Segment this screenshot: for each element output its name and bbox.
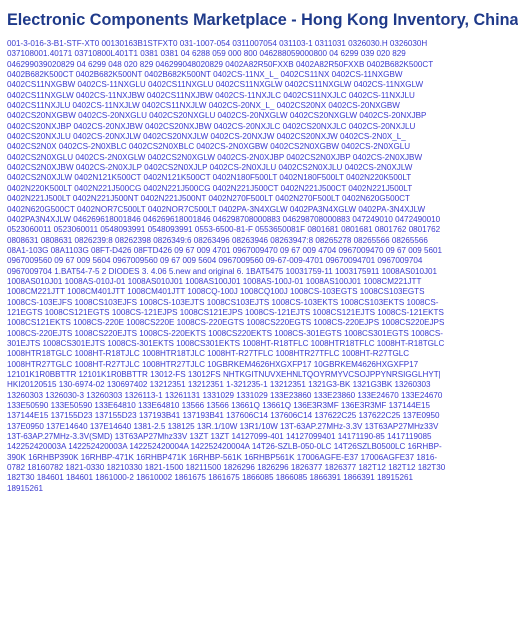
page-title: Electronic Components Marketplace - Hong Kong Inventory, China (7, 11, 518, 29)
part-number-list: 001-3-016-3-B1-STF-XT0 00130163B1STFXT0 031-1007-054 0311007054 031103-1 0311031 0326030.H 0326030H 037108001.40171 03710800L401T1 0381 0381 04 6288 059 000 800 046288059000800 04 6299 039 020 829 046299039020829 04 6299 048 020 829 046299048020829 0402A82R50FXXB 0402A82R50FXXB 0402B682K500CT 0402B682K500CT 0402B682K500NT 0402B682K500NT 0402CS-11NX_L_ 0402CS11NX 0402CS-11NXGBW 0402CS11NXGBW 0402CS-11NXGLU 0402CS11NXGLU 0402CS11NXGLW 0402CS11NXGLW 0402CS-11NXGLW 0402CS11NXGLW 0402CS-11NXJBW 0402CS11NXJBW 0402CS-11NXJLC 0402CS11NXJLC 0402CS-11NXJLU 0402CS11NXJLU 0402CS-11NXJLW 0402CS11NXJLW 0402CS-20NX_L_ 0402CS20NX 0402CS-20NXGBW 0402CS20NXGBW 0402CS-20NXGLU 0402CS20NXGLU 0402CS-20NXGLW 0402CS20NXGLW 0402CS-20NXJBP 0402CS20NXJBP 0402CS-20NXJBW 0402CS20NXJBW 0402CS-20NXJLC 0402CS20NXJLC 0402CS-20NXJLU 0402CS20NXJLU 0402CS-20NXJLW 0402CS20NXJLW 0402CS-20NXJW 0402CS20NXJW 0402CS-2N0X_L_ 0402CS2N0X 0402CS-2N0XBLC 0402CS2N0XBLC 0402CS-2N0XGBW 0402CS2N0XGBW 0402CS-2N0XGLU 0402CS2N0XGLU 0402CS-2N0XGLW 0402CS2N0XGLW 0402CS-2N0XJBP 0402CS2N0XJBP 0402CS-2N0XJBW 0402CS2N0XJBW 0402CS-2N0XJLP 0402CS2N0XJLP 0402CS-2N0XJLU 0402CS2N0XJLU 0402CS-2N0XJLW 0402CS2N0XJLW 0402N121K500CT 0402N121K500CT 0402N180F500LT 0402N180F500LT 0402N220K500LT 0402N220K500LT 0402N221J500CG 0402N221J500CG 0402N221J500CT 0402N221J500CT 0402N221J500LT 0402N221J500LT 0402N221J500NT 0402N221J500NT 0402N270F500LT 0402N270F500LT 0402N620G500CT 0402N620G500CT 0402NOR7C500LT 0402NOR7C500LT 0402PA-3N4XGLW 0402PA3N4XGLW 0402PA-3N4XJLW 0402PA3N4XJLW 046269618001846 046269618001846 046298708000883 046298708000883 047249010 0472490010 0523060011 0523060011 0548093991 0548093991 0553-6500-81-F 0553650081F 0801681 0801681 0801762 0801762 0808631 0808631 0826239:8 08262398 0826349:6 08263496 08263946 08263947:8 08265278 08265566 08265566 08A1-103G 08A1103G 08FT-D426 08FTD426 09 67 009 4701 0967009470 09 67 009 4704 0967009470 09 67 009 5601 0967009560 09 67 009 5604 0967009560 09 67 009 5604 0967009560 09-67-009-4701 09670094701 0967009704 0967009704 1.BAT54-7-5 2 DIODES 3. 4.06 5.new and original 6. 1BAT5475 10031759-11 1003175911 1008AS010J01 1008AS010J01 1008AS-010J-01 1008AS010J01 1008AS100J01 1008AS-100J-01 1008AS100J01 1008CM221JTT 1008CM221JTT 1008CM401JTT 1008CM401JTT 1008CQ-100J 1008CQ100J 1008CS-103EGTS 1008CS103EGTS 1008CS-103EJFS 1008CS103EJFS 1008CS-103EJTS 1008CS103EJTS 1008CS-103EKTS 1008CS103EKTS 1008CS-121EGTS 1008CS121EGTS 1008CS-121EJPS 1008CS121EJPS 1008CS-121EJTS 1008CS121EJTS 1008CS-121EKTS 1008CS121EKTS 1008CS-220E 1008CS220E 1008CS-220EGTS 1008CS220EGTS 1008CS-220EJPS 1008CS220EJPS 1008CS-220EJTS 1008CS220EJTS 1008CS-220EKTS 1008CS220EKTS 1008CS-301EGTS 1008CS301EGTS 1008CS-301EJTS 1008CS301EJTS 1008CS-301EKTS 1008CS301EKTS 1008HT-R18TFLC 1008HTR18TFLC 1008HT-R18TGLC 1008HTR18TGLC 1008HT-R18TJLC 1008HTR18TJLC 1008HT-R27TFLC 1008HTR27TFLC 1008HT-R27TGLC 1008HTR27TGLC 1008HT-R27TJLC 1008HTR27TJLC 10GBRKEM4626HXGXFP17 10GBRKEM4626HXGXFP17 12101K1R0BBTTR 12101K1R0BBTTR 13012-FS 13012FS NHTKGITNUVXEHNLTQOYRMYVCSOJPPYNRSIGGLHYT| HKI20120515 130-6974-02 130697402 13212351 13212351 1-321235-1 13212351 1321G3-BK 1321G3BK 13260303 13260303 1326030-3 13260303 1326113-1 13261131 1331029 1331029 133E23860 133E23860 133E24670 133E24670 133E50590 133E50590 133E64810 133E64810 13566 13566 13661Q 13661Q 136E3R3MF 136E3R3MF 137144E15 137144E15 137155D23 137155D23 137193B41 137193B41 137606C14 137606C14 137622C25 137622C25 137E0950 137E0950 137E14640 137E14640 1381-2.5 138125 13R.1/10W 13R1/10W 13T-63AP.27MHz-3.3V 13T63AP27MHz33V 13T-63AP.27MHz-3.3V(SMD) 13T63AP27Mhz33V 13ZT 13ZT 14127099-401 14127099401 14171190-85 1417119085 142252420003A 142252420003A 142252420004A 142252420004A 14T26-SZLB-050-0LC 14T26SZLB0500LC 16RHBP-390K 16RHBP390K 16RHBP-471K 16RHBP471K 16RHBP-561K 16RHBP561K 17006AGFE-E37 17006AGFE37 1816-0782 18160782 1821-0330 18210330 1821-1500 18211500 1826296 1826296 1826377 1826377 182T12 182T12 182T30 182T30 184601 184601 1861000-2 18610002 1861675 1861675 1866085 1866085 1866391 1866391 18915261 18915261 (7, 39, 446, 493)
